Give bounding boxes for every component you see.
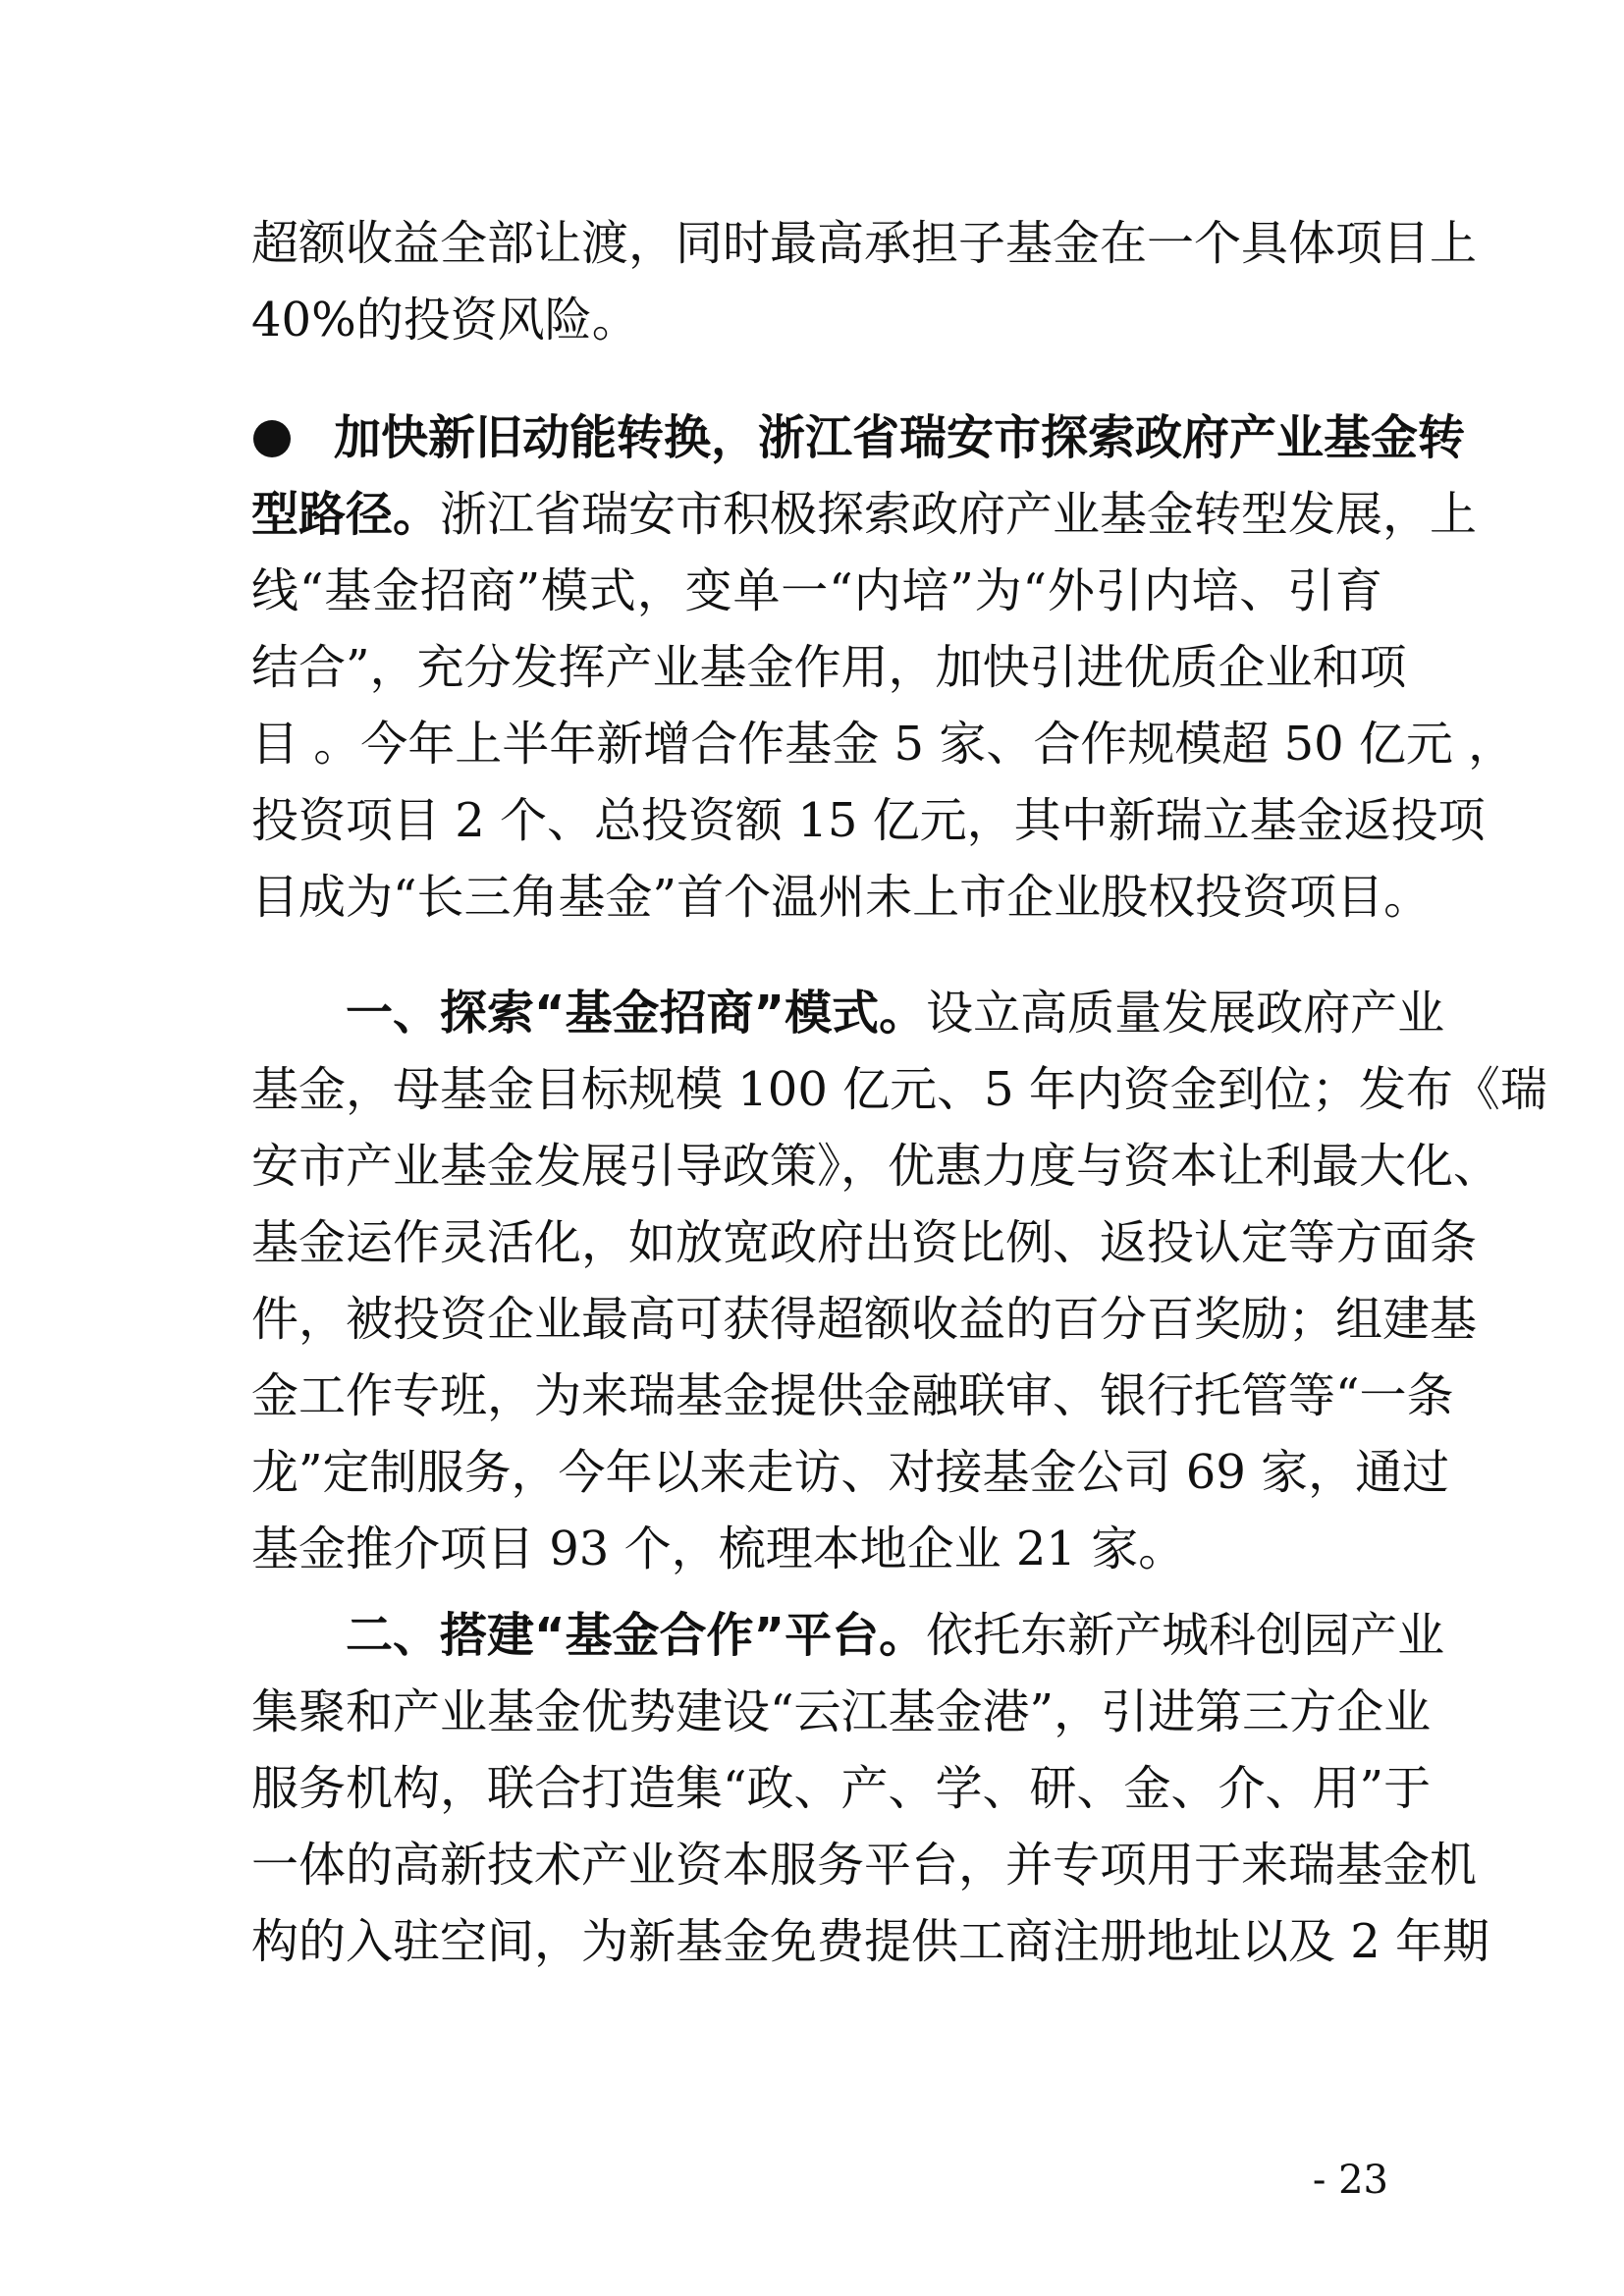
section-one-line-5: 件，被投资企业最高可获得超额收益的百分百奖励；组建基 bbox=[251, 1292, 1478, 1347]
section-two-heading: 二、搭建“基金合作”平台。 bbox=[346, 1608, 927, 1663]
bullet-paragraph-line-6: 投资项目 2 个、总投资额 15 亿元，其中新瑞立基金返投项 bbox=[251, 793, 1486, 848]
section-two-line-4: 一体的高新技术产业资本服务平台，并专项用于来瑞基金机 bbox=[251, 1838, 1478, 1893]
section-one-line-8: 基金推介项目 93 个，梳理本地企业 21 家。 bbox=[251, 1522, 1186, 1576]
section-one-line-2: 基金，母基金目标规模 100 亿元、5 年内资金到位；发布《瑞 bbox=[251, 1062, 1547, 1117]
section-two-line-1-text: 依托东新产城科创园产业 bbox=[926, 1608, 1445, 1663]
bullet-heading-line-1: 加快新旧动能转换，浙江省瑞安市探索政府产业基金转 bbox=[334, 410, 1466, 465]
section-one-line-7: 龙”定制服务，今年以来走访、对接基金公司 69 家，通过 bbox=[251, 1445, 1450, 1500]
bullet-heading-line-2: 型路径。 bbox=[251, 487, 441, 542]
bullet-paragraph-line-7: 目成为“长三角基金”首个温州未上市企业股权投资项目。 bbox=[251, 870, 1432, 925]
bullet-paragraph-line-3: 线“基金招商”模式，变单一“内培”为“外引内培、引育 bbox=[251, 563, 1382, 618]
bullet-dot-icon bbox=[253, 420, 291, 457]
section-one-heading: 一、探索“基金招商”模式。 bbox=[346, 986, 927, 1041]
section-two-line-5: 构的入驻空间，为新基金免费提供工商注册地址以及 2 年期 bbox=[251, 1914, 1490, 1969]
bullet-paragraph-line-4: 结合”，充分发挥产业基金作用，加快引进优质企业和项 bbox=[251, 640, 1407, 695]
section-two-line-2: 集聚和产业基金优势建设“云江基金港”，引进第三方企业 bbox=[251, 1684, 1432, 1739]
section-one-line-3: 安市产业基金发展引导政策》，优惠力度与资本让利最大化、 bbox=[251, 1139, 1501, 1194]
bullet-line-2-text: 浙江省瑞安市积极探索政府产业基金转型发展，上 bbox=[440, 487, 1478, 542]
intro-line-2: 40%的投资风险。 bbox=[251, 293, 639, 347]
bullet-paragraph-line-5: 目 。今年上半年新增合作基金 5 家、合作规模超 50 亿元 ， bbox=[251, 717, 1516, 772]
section-one-line-4: 基金运作灵活化，如放宽政府出资比例、返投认定等方面条 bbox=[251, 1215, 1478, 1270]
section-one-line-6: 金工作专班，为来瑞基金提供金融联审、银行托管等“一条 bbox=[251, 1368, 1454, 1423]
section-two-line-3: 服务机构，联合打造集“政、产、学、研、金、介、用”于 bbox=[251, 1761, 1432, 1816]
section-one-line-1-text: 设立高质量发展政府产业 bbox=[926, 986, 1445, 1041]
page-number: - 23 bbox=[1312, 2158, 1388, 2203]
bullet-paragraph-line-2 bbox=[251, 485, 1478, 544]
section-one-line-1 bbox=[346, 984, 1445, 1042]
section-two-line-1 bbox=[346, 1606, 1445, 1665]
intro-line-1: 超额收益全部让渡，同时最高承担子基金在一个具体项目上 bbox=[251, 216, 1478, 271]
